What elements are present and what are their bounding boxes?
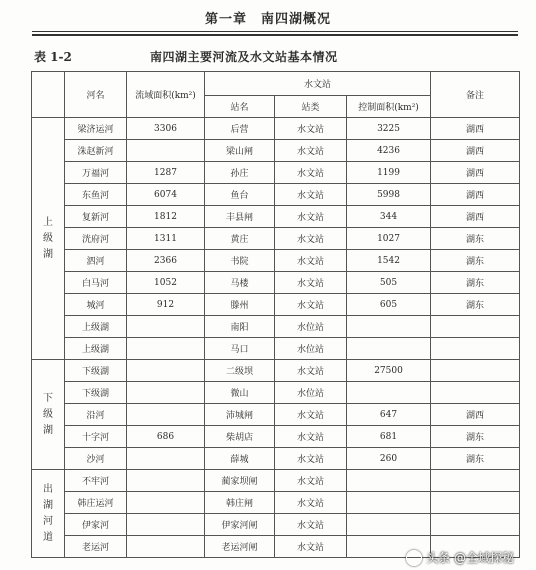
cell-control-area: 260	[347, 448, 431, 470]
chapter-title: 第一章 南四湖概况	[204, 12, 331, 27]
group-label-char: 下	[43, 392, 53, 404]
cell-remark: 湖东	[431, 250, 520, 272]
cell-type: 水位站	[275, 338, 347, 360]
cell-control-area	[347, 382, 431, 404]
col-header-station-type: 站类	[275, 96, 347, 118]
cell-remark	[431, 470, 520, 492]
cell-control-area: 1027	[347, 228, 431, 250]
cell-station: 蔺家坝闸	[205, 470, 275, 492]
table-row	[32, 338, 520, 360]
cell-type: 水文站	[275, 492, 347, 514]
cell-control-area: 1199	[347, 162, 431, 184]
cell-station: 鱼台	[205, 184, 275, 206]
cell-remark: 湖东	[431, 294, 520, 316]
cell-control-area: 5998	[347, 184, 431, 206]
group-label-char: 出	[43, 483, 53, 495]
cell-remark: 湖西	[431, 140, 520, 162]
cell-basin-area	[127, 492, 205, 514]
cell-type: 水文站	[275, 536, 347, 558]
cell-remark	[431, 514, 520, 536]
cell-basin-area	[127, 404, 205, 426]
river-station-table	[31, 71, 520, 558]
cell-basin-area: 686	[127, 426, 205, 448]
cell-station: 柴胡店	[205, 426, 275, 448]
cell-river: 下级湖	[65, 382, 127, 404]
group-label-char: 级	[43, 232, 53, 244]
cell-type: 水位站	[275, 316, 347, 338]
cell-remark: 湖东	[431, 426, 520, 448]
cell-type: 水文站	[275, 426, 347, 448]
cell-basin-area: 1812	[127, 206, 205, 228]
cell-basin-area	[127, 338, 205, 360]
table-row	[32, 140, 520, 162]
cell-remark	[431, 360, 520, 382]
cell-type: 水文站	[275, 404, 347, 426]
cell-control-area	[347, 492, 431, 514]
table-row	[32, 162, 520, 184]
cell-type: 水文站	[275, 206, 347, 228]
cell-control-area: 27500	[347, 360, 431, 382]
cell-river: 梁济运河	[65, 118, 127, 140]
cell-river: 上级湖	[65, 338, 127, 360]
cell-basin-area	[127, 448, 205, 470]
cell-river: 韩庄运河	[65, 492, 127, 514]
header-rule-thin	[32, 31, 518, 32]
cell-remark: 湖西	[431, 184, 520, 206]
cell-basin-area: 912	[127, 294, 205, 316]
cell-basin-area: 6074	[127, 184, 205, 206]
cell-remark	[431, 316, 520, 338]
cell-type: 水文站	[275, 184, 347, 206]
cell-type: 水文站	[275, 470, 347, 492]
table-row	[32, 426, 520, 448]
wechat-icon	[406, 550, 422, 566]
table-row	[32, 316, 520, 338]
cell-remark	[431, 338, 520, 360]
watermark-text: 头条 @全域探秘	[426, 551, 514, 565]
cell-control-area	[347, 338, 431, 360]
cell-river: 十字河	[65, 426, 127, 448]
cell-basin-area	[127, 514, 205, 536]
cell-station: 丰县闸	[205, 206, 275, 228]
cell-type: 水文站	[275, 140, 347, 162]
cell-type: 水文站	[275, 360, 347, 382]
cell-remark: 湖西	[431, 162, 520, 184]
cell-station: 老运河闸	[205, 536, 275, 558]
table-label: 表 1-2	[34, 50, 72, 64]
cell-station: 沛城闸	[205, 404, 275, 426]
cell-station: 伊家河闸	[205, 514, 275, 536]
cell-river: 老运河	[65, 536, 127, 558]
cell-river: 东鱼河	[65, 184, 127, 206]
table-row	[32, 206, 520, 228]
cell-river: 泗河	[65, 250, 127, 272]
group-label-char: 级	[43, 408, 53, 420]
cell-river: 万福河	[65, 162, 127, 184]
cell-river: 白马河	[65, 272, 127, 294]
cell-control-area: 1542	[347, 250, 431, 272]
col-header-control-area: 控制面积(km²)	[347, 96, 431, 118]
table-row	[32, 118, 520, 140]
cell-river: 伊家河	[65, 514, 127, 536]
cell-basin-area	[127, 536, 205, 558]
cell-station: 微山	[205, 382, 275, 404]
cell-basin-area: 2366	[127, 250, 205, 272]
cell-control-area	[347, 470, 431, 492]
cell-control-area: 3225	[347, 118, 431, 140]
cell-station: 滕州	[205, 294, 275, 316]
table-row	[32, 228, 520, 250]
cell-type: 水文站	[275, 272, 347, 294]
group-label-char: 上	[43, 216, 53, 228]
cell-control-area: 681	[347, 426, 431, 448]
cell-station: 马口	[205, 338, 275, 360]
cell-river: 洙赵新河	[65, 140, 127, 162]
col-header-station-group: 水文站	[205, 72, 431, 96]
group-header-cell	[32, 72, 65, 118]
cell-basin-area: 1052	[127, 272, 205, 294]
table-row	[32, 360, 520, 382]
watermark	[406, 549, 514, 566]
cell-control-area	[347, 316, 431, 338]
col-header-river: 河名	[65, 72, 127, 118]
group-label	[32, 360, 65, 470]
cell-basin-area	[127, 470, 205, 492]
cell-basin-area	[127, 316, 205, 338]
cell-station: 梁山闸	[205, 140, 275, 162]
cell-station: 薛城	[205, 448, 275, 470]
cell-remark: 湖西	[431, 206, 520, 228]
group-label	[32, 118, 65, 360]
col-header-basin-area: 流域面积(km²)	[127, 72, 205, 118]
cell-type: 水文站	[275, 294, 347, 316]
cell-station: 孙庄	[205, 162, 275, 184]
cell-type: 水位站	[275, 382, 347, 404]
group-label-char: 湖	[43, 499, 53, 511]
table-row	[32, 448, 520, 470]
cell-river: 沙河	[65, 448, 127, 470]
table-row	[32, 492, 520, 514]
group-label-char: 湖	[43, 424, 53, 436]
cell-river: 洸府河	[65, 228, 127, 250]
cell-station: 二级坝	[205, 360, 275, 382]
cell-type: 水文站	[275, 448, 347, 470]
group-label-char: 湖	[43, 248, 53, 260]
table-row	[32, 294, 520, 316]
cell-remark: 湖东	[431, 272, 520, 294]
table-row	[32, 184, 520, 206]
cell-type: 水文站	[275, 228, 347, 250]
cell-control-area: 605	[347, 294, 431, 316]
cell-river: 不牢河	[65, 470, 127, 492]
cell-control-area: 4236	[347, 140, 431, 162]
header-rule-thick	[32, 34, 518, 36]
cell-remark	[431, 382, 520, 404]
cell-control-area: 505	[347, 272, 431, 294]
cell-station: 马楼	[205, 272, 275, 294]
cell-basin-area: 1287	[127, 162, 205, 184]
cell-control-area: 647	[347, 404, 431, 426]
cell-basin-area	[127, 140, 205, 162]
cell-river: 沿河	[65, 404, 127, 426]
table-row	[32, 272, 520, 294]
cell-remark: 湖东	[431, 228, 520, 250]
table-row	[32, 250, 520, 272]
cell-remark: 湖西	[431, 404, 520, 426]
cell-type: 水文站	[275, 118, 347, 140]
group-label	[32, 470, 65, 558]
cell-remark: 湖西	[431, 118, 520, 140]
group-label-char: 河	[43, 515, 53, 527]
cell-basin-area	[127, 382, 205, 404]
table-row	[32, 382, 520, 404]
cell-river: 复新河	[65, 206, 127, 228]
group-label-char: 道	[43, 531, 53, 543]
table-row	[32, 514, 520, 536]
cell-control-area: 344	[347, 206, 431, 228]
cell-type: 水文站	[275, 514, 347, 536]
cell-type: 水文站	[275, 162, 347, 184]
cell-station: 韩庄闸	[205, 492, 275, 514]
cell-river: 城河	[65, 294, 127, 316]
cell-control-area	[347, 514, 431, 536]
cell-river: 上级湖	[65, 316, 127, 338]
table-title: 南四湖主要河流及水文站基本情况	[150, 50, 338, 64]
cell-type: 水文站	[275, 250, 347, 272]
cell-station: 黄庄	[205, 228, 275, 250]
col-header-station-name: 站名	[205, 96, 275, 118]
cell-remark	[431, 492, 520, 514]
table-row	[32, 404, 520, 426]
cell-basin-area: 1311	[127, 228, 205, 250]
cell-river: 下级湖	[65, 360, 127, 382]
table-row	[32, 470, 520, 492]
cell-station: 南阳	[205, 316, 275, 338]
col-header-remark: 备注	[431, 72, 520, 118]
cell-basin-area: 3306	[127, 118, 205, 140]
cell-remark: 湖东	[431, 448, 520, 470]
cell-station: 书院	[205, 250, 275, 272]
cell-station: 后营	[205, 118, 275, 140]
cell-basin-area	[127, 360, 205, 382]
